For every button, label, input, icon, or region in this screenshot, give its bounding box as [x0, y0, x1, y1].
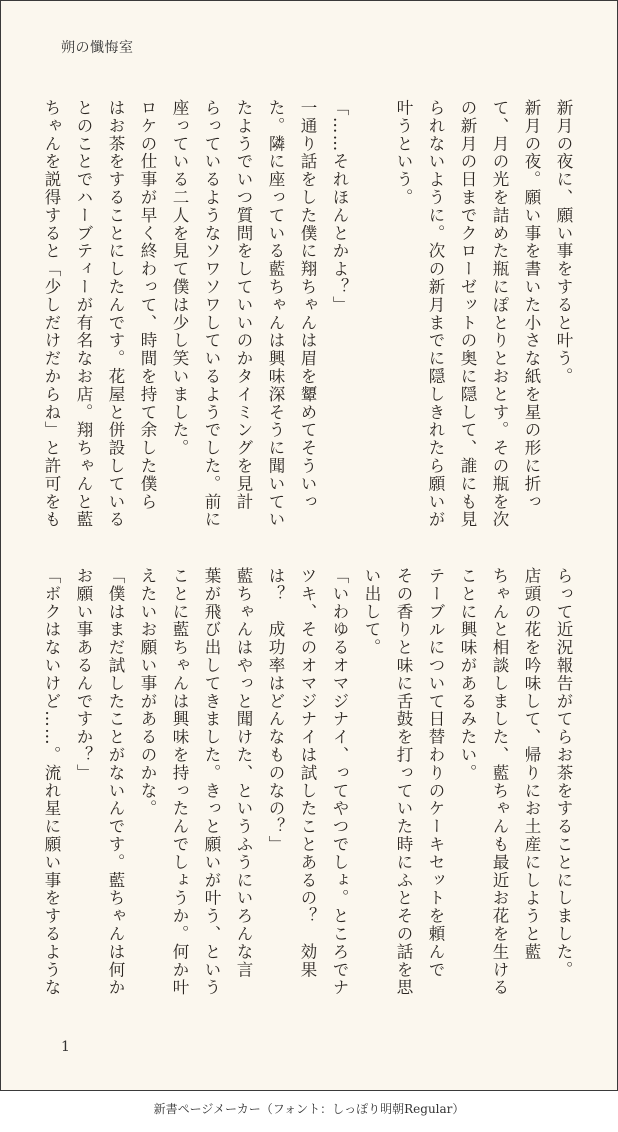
text-line: い出して。 [362, 567, 381, 657]
text-line: その香りと味に舌鼓を打っていた時にふとその話を思 [394, 567, 413, 997]
text-line: 新月の夜に、願い事をすると叶う。 [554, 99, 573, 386]
text-line: 藍ちゃんはやっと聞けた、というふうにいろんな言 [234, 567, 253, 979]
text-line: テーブルについて日替わりのケーキセットを頼んで [426, 567, 445, 979]
lower-text-block [42, 567, 579, 999]
text-line: えたいお願い事があるのかな。 [138, 567, 157, 818]
text-line: 「僕はまだ試したことがないんです。藍ちゃんは何か [106, 567, 125, 997]
text-line: ことに興味があるみたい。 [458, 567, 477, 782]
text-line: 一通り話をした僕に翔ちゃんは眉を顰めてそういっ [298, 99, 317, 511]
text-line: ロケの仕事が早く終わって、時間を持て余した僕ら [138, 99, 157, 511]
text-line: 「ボクはないけど……。流れ星に願い事をするような [42, 567, 61, 997]
text-line: らって近況報告がてらお茶をすることにしました。 [554, 567, 573, 979]
text-line: 叶うという。 [394, 99, 413, 207]
text-line: とのことでハーブティーが有名なお店。翔ちゃんと藍 [74, 99, 93, 529]
text-line: られないように。次の新月までに隠しきれたら願いが [426, 99, 445, 529]
text-line [355, 99, 387, 531]
text-line: らっているようなソワソワしているようでした。前に [202, 99, 221, 529]
text-line: 座っている二人を見て僕は少し笑いました。 [170, 99, 189, 457]
text-line: ことに藍ちゃんは興味を持ったんでしょうか。何か叶 [170, 567, 189, 997]
upper-text-block [42, 99, 579, 531]
text-line: 新月の夜。願い事を書いた小さな紙を星の形に折っ [522, 99, 541, 511]
text-line: ちゃんを説得すると「少しだけだからね」と許可をも [42, 99, 61, 529]
text-line: て、月の光を詰めた瓶にぽとりとおとす。その瓶を次 [490, 99, 509, 529]
text-line: た。隣に座っている藍ちゃんは興味深そうに聞いてい [266, 99, 285, 529]
text-line: 葉が飛び出してきました。きっと願いが叶う、という [202, 567, 221, 997]
text-line: の新月の日までクローゼットの奥に隠して、誰にも見 [458, 99, 477, 529]
page-number: 1 [61, 1039, 70, 1055]
text-line: 「いわゆるオマジナイ、ってやつでしょ。ところでナ [330, 567, 349, 997]
text-line: ツキ、そのオマジナイは試したことあるの？ 効果 [298, 567, 317, 979]
text-line: 店頭の花を吟味して、帰りにお土産にしようと藍 [522, 567, 541, 961]
text-line: ちゃんと相談しました、藍ちゃんも最近お花を生ける [490, 567, 509, 997]
text-line: はお茶をすることにしたんです。花屋と併設している [106, 99, 125, 529]
text-line: お願い事あるんですか？」 [74, 567, 93, 782]
footer-caption: 新書ページメーカー（フォント：しっぽり明朝Regular） [153, 1102, 465, 1116]
text-line: たようでいつ質問をしていいのかタイミングを見計 [234, 99, 253, 511]
page-title: 朔の懺悔室 [61, 40, 134, 56]
text-line: は？ 成功率はどんなものなの？」 [266, 567, 285, 854]
text-line: 「……それほんとかよ？」 [330, 99, 349, 314]
